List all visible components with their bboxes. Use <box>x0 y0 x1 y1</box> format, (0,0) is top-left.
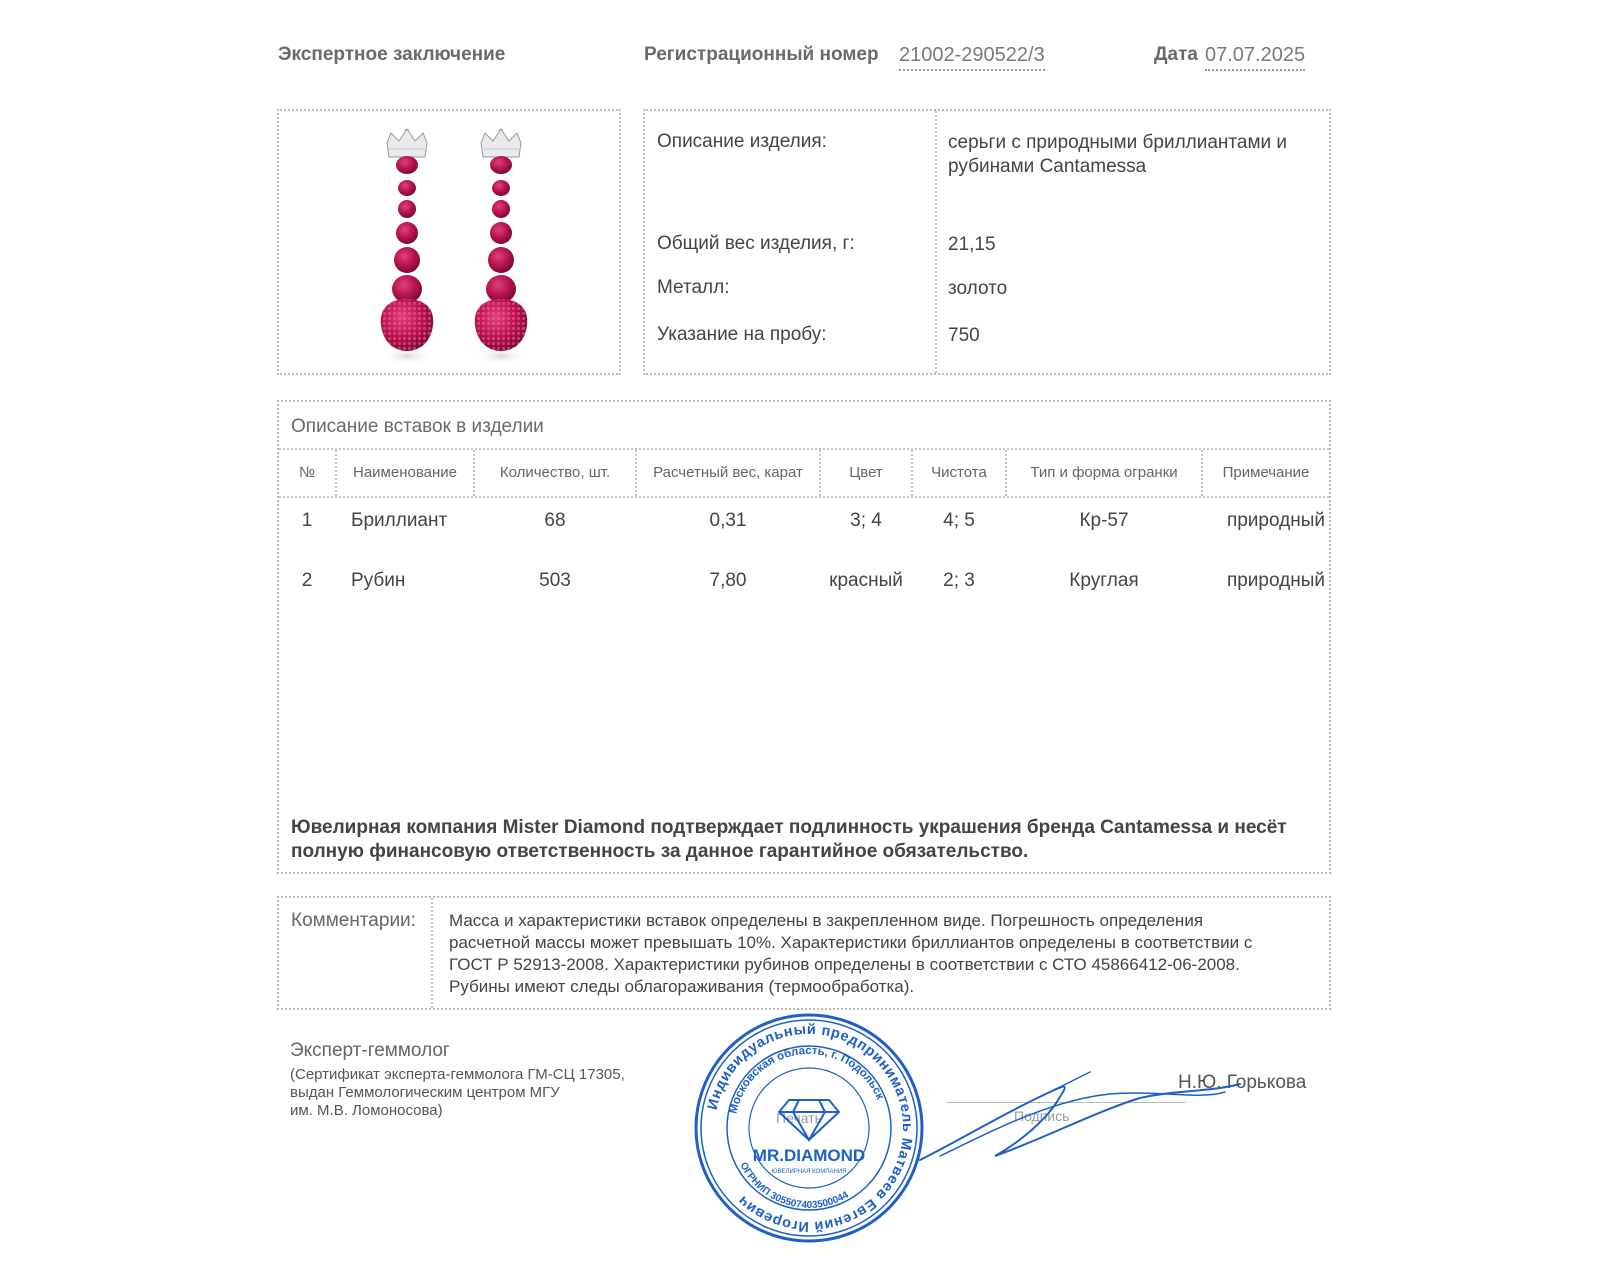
certificate-line: (Сертификат эксперта-геммолога ГМ-СЦ 17305, <box>290 1066 625 1083</box>
document-title: Экспертное заключение <box>278 44 506 65</box>
expert-name: Н.Ю. Горькова <box>1178 1072 1307 1093</box>
comments-box <box>277 896 1331 1010</box>
handwritten-signature <box>900 1070 1250 1180</box>
guarantee-statement: Ювелирная компания Mister Diamond подтверждает подлинность украшения бренда Cantamessa и несёт полную финансовую ответственность за данное гарантийное обязательство. <box>291 817 1287 862</box>
comment-line: расчетной массы может превышать 10%. Характеристики бриллиантов определены в соответствии с <box>449 933 1253 952</box>
description-value: серьги с природными бриллиантами и рубинами Cantamessa <box>948 132 1288 177</box>
left-earring <box>381 129 433 365</box>
comment-line: Масса и характеристики вставок определены в закрепленном виде. Погрешность определения <box>449 911 1204 930</box>
hallmark-label: Указание на пробу: <box>657 324 827 345</box>
column-header-weight: Расчетный вес, карат <box>653 464 803 481</box>
stone-weight: 7,80 <box>709 570 747 591</box>
stone-clarity: 4; 5 <box>943 510 975 531</box>
earrings-photo <box>279 111 619 373</box>
registration-number: 21002-290522/3 <box>899 44 1045 71</box>
weight-value: 21,15 <box>948 234 996 255</box>
stone-clarity: 2; 3 <box>943 570 975 591</box>
stamp-outer-text: Индивидуальный предприниматель Матвеев Евгений Игоревич <box>704 1021 916 1235</box>
hallmark-value: 750 <box>948 325 980 346</box>
expert-title: Эксперт-геммолог <box>290 1040 450 1061</box>
comment-line: ГОСТ Р 52913-2008. Характеристики рубинов определены в соответствии с СТО 45866412-06-2008. <box>449 955 1240 974</box>
column-divider <box>431 898 433 1008</box>
date-value: 07.07.2025 <box>1205 44 1305 71</box>
diamond-logo-icon <box>779 1100 839 1140</box>
metal-value: золото <box>948 278 1008 299</box>
signature-label: Подпись <box>1014 1108 1070 1124</box>
column-header-cut: Тип и форма огранки <box>1030 464 1178 481</box>
stamp-brand-sub: ЮВЕЛИРНАЯ КОМПАНИЯ <box>771 1169 847 1175</box>
stone-weight: 0,31 <box>709 510 747 531</box>
comments-text <box>449 910 1329 998</box>
comments-label: Комментарии: <box>291 910 416 931</box>
stone-quantity: 503 <box>539 570 571 591</box>
stone-cut: Круглая <box>1069 570 1139 591</box>
certificate-line: выдан Геммологическим центром МГУ <box>290 1084 560 1101</box>
comment-line: Рубины имеют следы облагораживания (термообработка). <box>449 977 915 996</box>
stamp-brand: MR.DIAMOND <box>752 1146 866 1165</box>
row-number: 2 <box>301 570 313 591</box>
column-header-quantity: Количество, шт. <box>499 464 611 481</box>
company-stamp <box>693 1012 925 1244</box>
stone-color: красный <box>829 570 903 591</box>
stone-note: природный <box>1226 570 1325 591</box>
weight-label: Общий вес изделия, г: <box>657 233 855 254</box>
product-photo-box <box>277 109 621 375</box>
stone-quantity: 68 <box>544 510 566 531</box>
certificate-line: им. М.В. Ломоносова) <box>290 1102 443 1119</box>
stamp-ogrnip: ОГРНИП 305507403500044 <box>737 1160 851 1211</box>
stone-name: Рубин <box>351 570 406 591</box>
column-divider <box>935 111 937 373</box>
expert-certificate <box>290 1066 625 1120</box>
table-row <box>279 510 1329 540</box>
inserts-title: Описание вставок в изделии <box>291 416 544 437</box>
stone-color: 3; 4 <box>850 510 882 531</box>
table-row <box>279 570 1329 600</box>
stone-note: природный <box>1226 510 1325 531</box>
inserts-header-row <box>279 448 1329 498</box>
stone-name: Бриллиант <box>351 510 448 531</box>
metal-label: Металл: <box>657 277 730 298</box>
stone-cut: Кр-57 <box>1079 510 1129 531</box>
stamp-inner-text: Московская область, г. Подольск <box>727 1044 886 1115</box>
column-header-color: Цвет <box>849 464 883 481</box>
column-header-name: Наименование <box>353 464 457 481</box>
right-earring <box>475 129 527 365</box>
item-properties-box <box>643 109 1331 375</box>
row-number: 1 <box>301 510 313 531</box>
inserts-box <box>277 400 1331 874</box>
column-header-number: № <box>298 464 316 481</box>
column-header-note: Примечание <box>1222 464 1310 481</box>
date-label: Дата <box>1154 44 1198 65</box>
column-header-clarity: Чистота <box>931 464 987 481</box>
description-label: Описание изделия: <box>657 131 827 152</box>
stamp-label: Печать <box>776 1110 822 1126</box>
registration-label: Регистрационный номер <box>644 44 879 65</box>
